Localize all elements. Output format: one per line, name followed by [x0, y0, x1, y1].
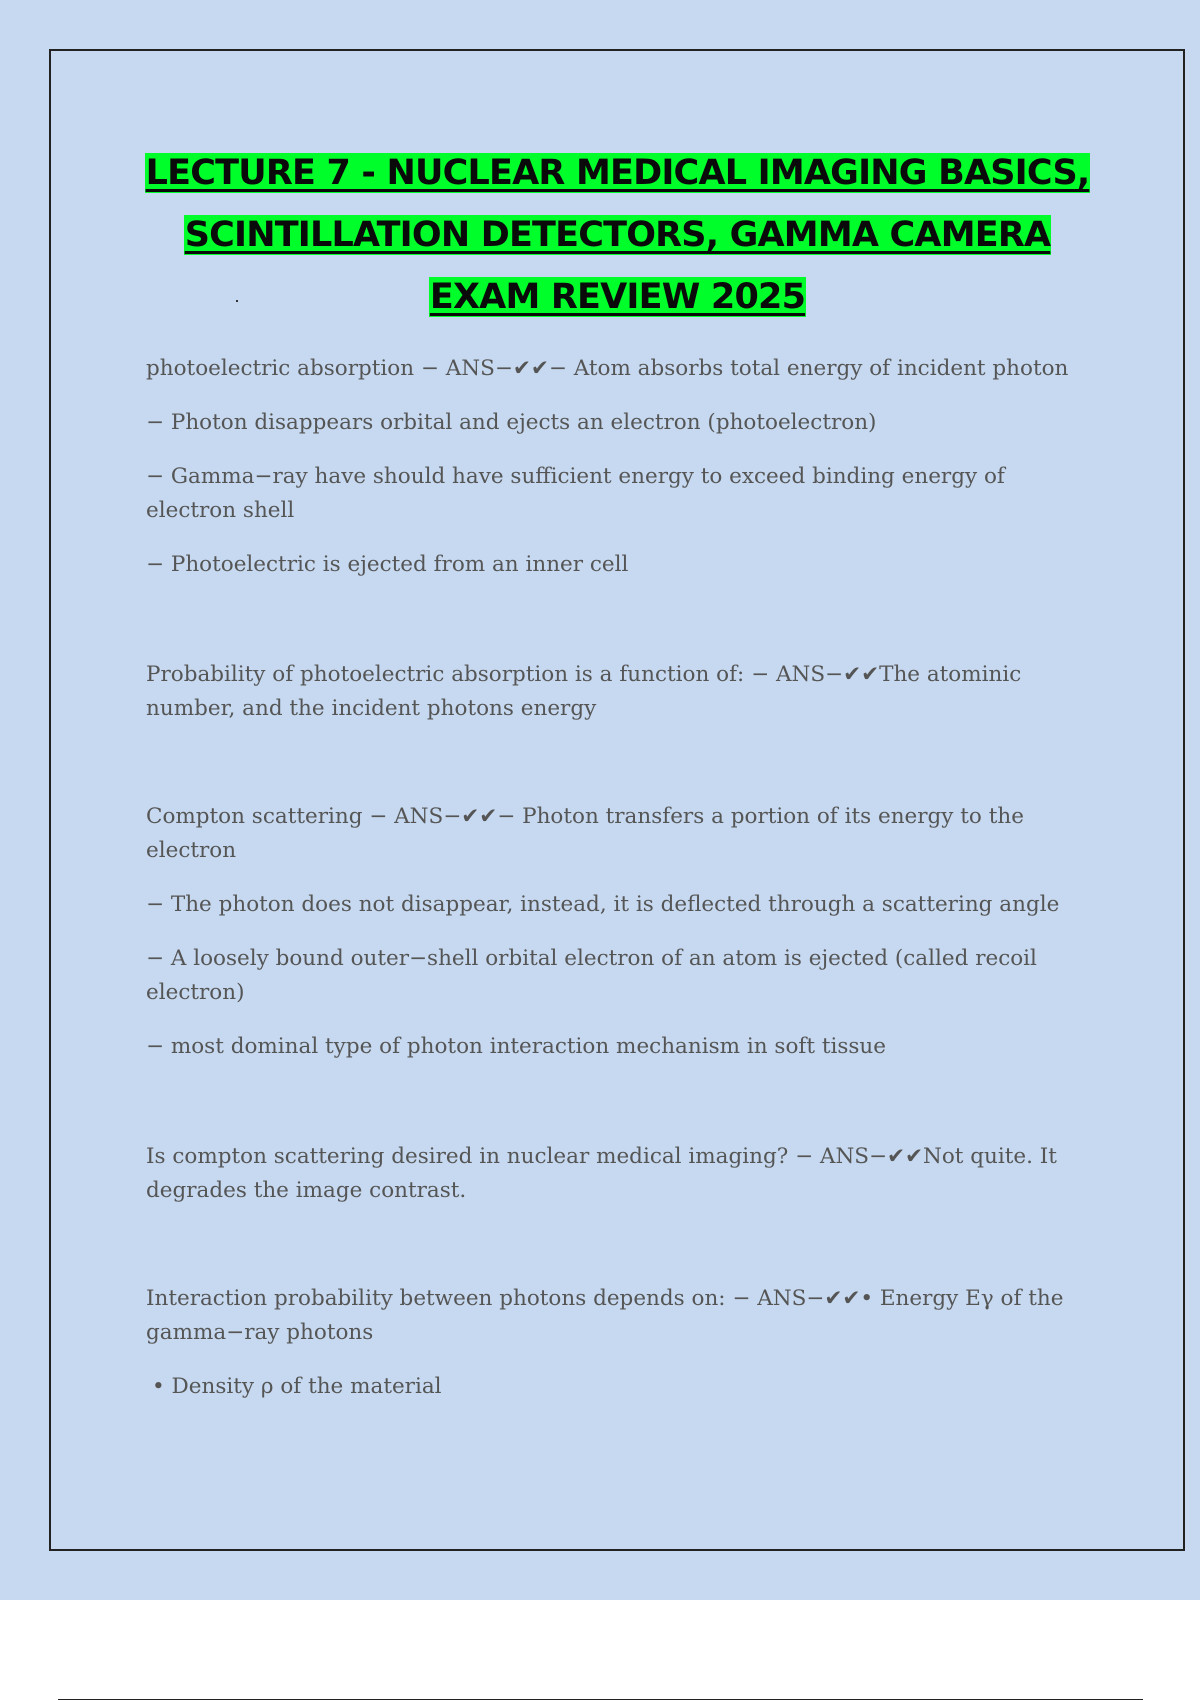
qa-line: Is compton scattering desired in nuclear medical imaging? − ANS−✔✔Not quite. It degrades the image contrast. [146, 1144, 1057, 1203]
qa-line: • Density ρ of the material [152, 1374, 442, 1399]
qa-line: − Gamma−ray have should have sufficient energy to exceed binding energy of electron shell [146, 464, 1005, 523]
title-line-2: SCINTILLATION DETECTORS, GAMMA CAMERA [184, 215, 1051, 255]
qa-line: − Photoelectric is ejected from an inner cell [146, 552, 629, 577]
qa-line: Probability of photoelectric absorption is a function of: − ANS−✔✔The atominic number, and the incident photons energy [146, 662, 1022, 721]
qa-line: − Photon disappears orbital and ejects an electron (photoelectron) [146, 410, 877, 435]
title-line-3: EXAM REVIEW 2025 [429, 277, 806, 317]
qa-line: Interaction probability between photons depends on: − ANS−✔✔• Energy Eγ of the gamma−ray photons [146, 1286, 1064, 1345]
qa-item-probability [146, 658, 1096, 726]
qa-item-photoelectric-absorption [146, 352, 1096, 582]
qa-item-interaction-probability [146, 1282, 1096, 1404]
stray-dot [236, 300, 238, 302]
title-line-1: LECTURE 7 - NUCLEAR MEDICAL IMAGING BASICS, [145, 153, 1090, 193]
qa-line: Compton scattering − ANS−✔✔− Photon transfers a portion of its energy to the electron [146, 804, 1024, 863]
qa-line: photoelectric absorption − ANS−✔✔− Atom absorbs total energy of incident photon [146, 356, 1069, 381]
qa-item-compton-desired [146, 1140, 1096, 1208]
document-title [60, 142, 1175, 328]
qa-item-compton-scattering [146, 800, 1096, 1064]
qa-line: − The photon does not disappear, instead, it is deflected through a scattering angle [146, 892, 1060, 917]
qa-line: − A loosely bound outer−shell orbital electron of an atom is ejected (called recoil electron) [146, 946, 1037, 1005]
qa-line: − most dominal type of photon interaction mechanism in soft tissue [146, 1034, 886, 1059]
